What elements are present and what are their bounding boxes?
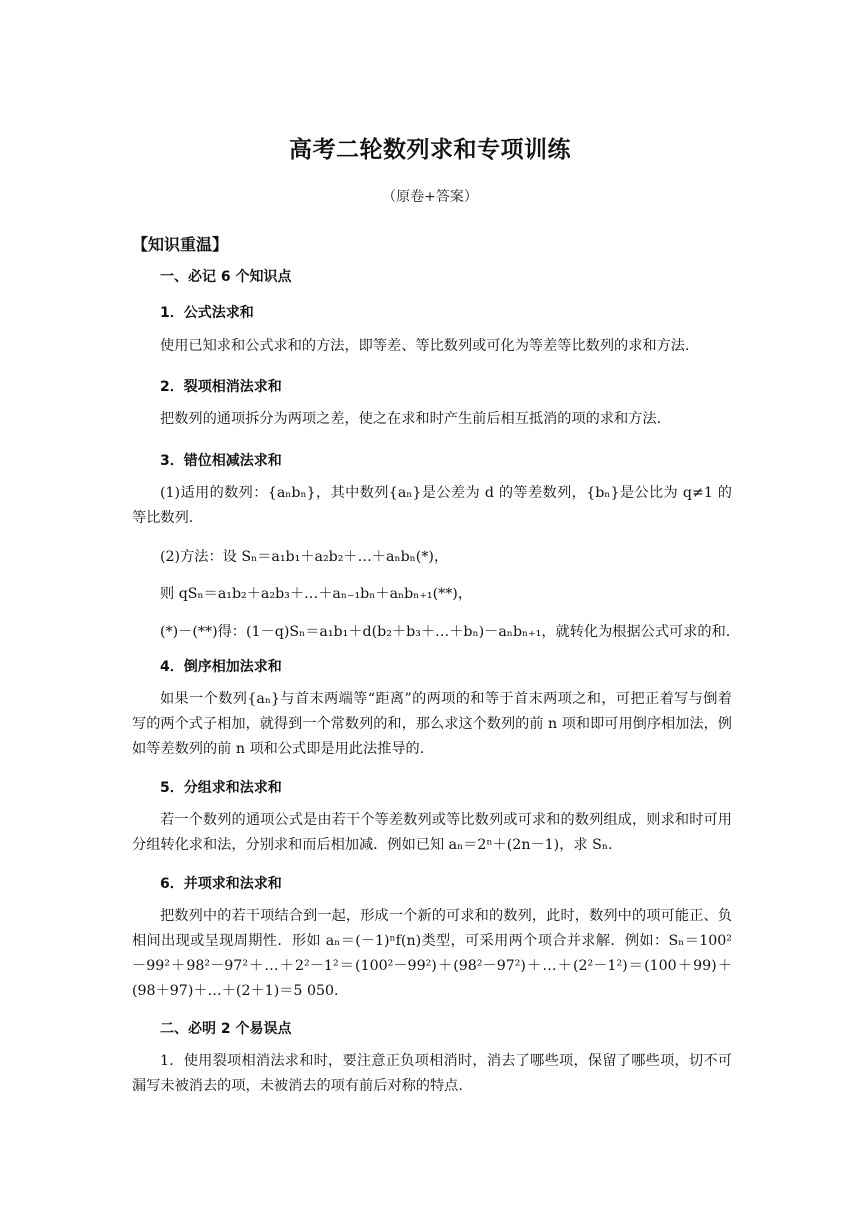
k6-heading: 6．并项求和法求和 [160,876,282,892]
k3-paragraph-4: (*)－(**)得：(1－q)Sₙ＝a₁b₁＋d(b₂＋b₃＋…＋bₙ)－aₙbₙ₊₁，就转化为根据公式可求的和. [160,624,731,640]
section-heading-knowledge: 【知识重温】 [132,235,229,254]
k2-text: 把数列的通项拆分为两项之差，使之在求和时产生前后相互抵消的项的求和方法. [160,411,662,427]
k2-heading: 2．裂项相消法求和 [160,379,282,395]
k3-paragraph-2: (2)方法：设 Sₙ＝a₁b₁＋a₂b₂＋…＋aₙbₙ(*)， [160,549,449,565]
k5-text: 若一个数列的通项公式是由若干个等差数列或等比数列或可求和的数列组成，则求和时可用分组转化求和法，分别求和而后相加减．例如已知 aₙ＝2ⁿ＋(2n－1)，求 Sₙ. [132,812,732,853]
k1-heading: 1．公式法求和 [160,305,254,321]
k3-paragraph-1: (1)适用的数列：{aₙbₙ}，其中数列{aₙ}是公差为 d 的等差数列，{bₙ}是公比为 q≠1 的等比数列. [132,485,732,526]
k4-heading: 4．倒序相加法求和 [160,659,282,675]
k1-text: 使用已知求和公式求和的方法，即等差、等比数列或可化为等差等比数列的求和方法. [160,338,690,354]
page-title: 高考二轮数列求和专项训练 [289,137,571,163]
k4-text: 如果一个数列{aₙ}与首末两端等“距离”的两项的和等于首末两项之和，可把正着写与倒着写的两个式子相加，就得到一个常数列的和，那么求这个数列的前 n 项和即可用倒序相加法，例如等差数列的前 n 项和公式即是用此法推导的. [132,691,732,757]
k3-paragraph-3: 则 qSₙ＝a₁b₂＋a₂b₃＋…＋aₙ₋₁bₙ＋aₙbₙ₊₁(**)， [160,586,473,602]
part2-heading: 二、必明 2 个易误点 [160,1021,292,1037]
k5-heading: 5．分组求和法求和 [160,780,282,796]
m1-text: 1．使用裂项相消法求和时，要注意正负项相消时，消去了哪些项，保留了哪些项，切不可漏写未被消去的项，未被消去的项有前后对称的特点. [132,1053,732,1094]
k6-text: 把数列中的若干项结合到一起，形成一个新的可求和的数列，此时，数列中的项可能正、负相间出现或呈现周期性．形如 aₙ＝(－1)ⁿf(n)类型，可采用两个项合并求解．例如：Sₙ＝100²－99²＋98²－97²＋…＋2²－1²＝(100²－99²)＋(98²－97²)＋…＋(2²－1²)＝(100＋99)＋(98＋97)＋…＋(2＋1)＝5 050. [132,908,732,999]
page-subtitle: （原卷+答案） [382,189,478,205]
k3-heading: 3．错位相减法求和 [160,453,282,469]
part1-heading: 一、必记 6 个知识点 [160,269,292,285]
